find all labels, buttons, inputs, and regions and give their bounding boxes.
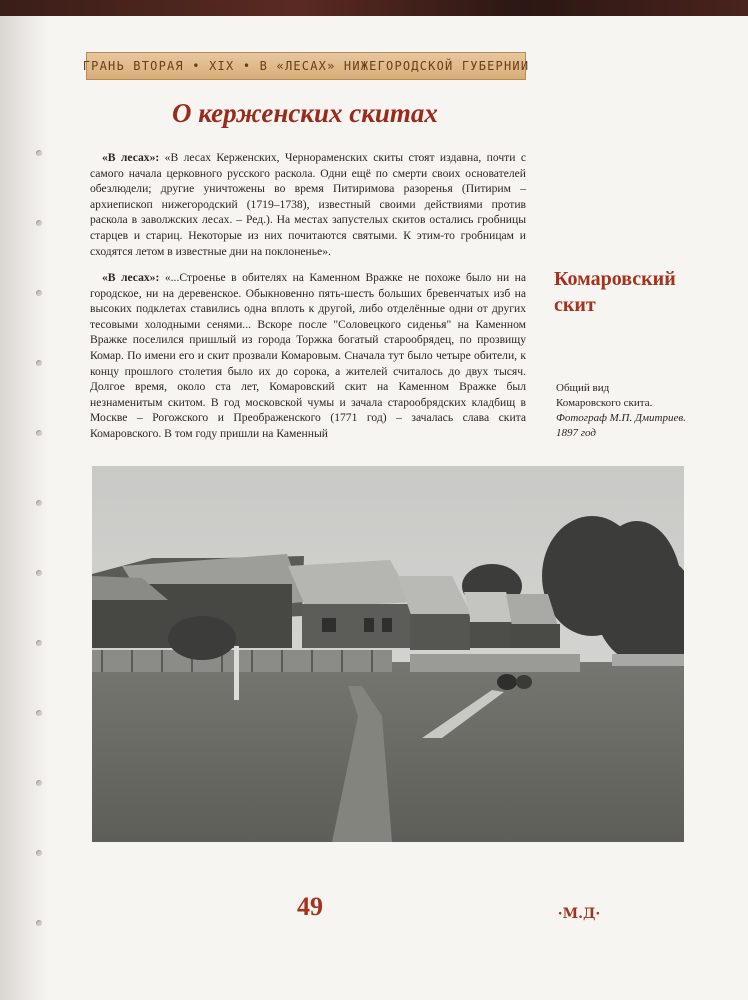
- binding-hole: [36, 220, 42, 226]
- paragraph-1-lead: «В лесах»:: [102, 151, 160, 164]
- binding-hole: [36, 570, 42, 576]
- binding-hole: [36, 780, 42, 786]
- binding-hole: [36, 150, 42, 156]
- binding-hole: [36, 360, 42, 366]
- publisher-logo-text: ·М.Д·: [557, 906, 601, 922]
- photo-year: 1897 год: [556, 427, 596, 439]
- paragraph-2-lead: «В лесах»:: [102, 271, 160, 284]
- historical-photo: [92, 466, 684, 842]
- binding-hole: [36, 500, 42, 506]
- paragraph-1-text: «В лесах Керженских, Чернораменских скиты стоят издавна, почти с самого начала церковного русского раскола. Одни ещё по смерти своих основателей обезлюдели; другие уничтожены во время Питиримова разоренья (Питирим – архиепископ нижегородский (1719–1738), известный своими действиями против раскола в заволжских лесах. – Ред.). На местах запустелых скитов остались гробницы старцев и стариц. Некоторые из них почитаются святыми. К этим-то гробницам и сходятся летом в известные дни на поклоненье».: [90, 151, 526, 258]
- village-photo-illustration: [92, 466, 684, 842]
- publisher-logo: [556, 900, 602, 924]
- section-banner-text: ГРАНЬ ВТОРАЯ • XIX • В «ЛЕСАХ» НИЖЕГОРОДСКОЙ ГУБЕРНИИ: [82, 59, 530, 73]
- page-number: 49: [297, 892, 323, 921]
- sidebar-title-line-1: Комаровский: [554, 268, 676, 290]
- binding-hole: [36, 850, 42, 856]
- caption-line-2: Комаровского скита.: [556, 397, 653, 409]
- binding-hole: [36, 710, 42, 716]
- binding-hole: [36, 640, 42, 646]
- caption-line-1: Общий вид: [556, 382, 610, 394]
- photo-credit: Фотограф М.П. Дмитриев.: [556, 412, 686, 424]
- sidebar-title: [554, 266, 704, 318]
- sidebar-title-line-2: скит: [554, 294, 596, 316]
- binding-hole: [36, 920, 42, 926]
- photo-caption: [556, 381, 706, 441]
- binding-hole: [36, 430, 42, 436]
- article-title: О керженских скитах: [172, 98, 438, 128]
- binding-holes: [36, 150, 46, 950]
- paragraph-2: [90, 270, 526, 442]
- paragraph-1: [90, 150, 526, 259]
- binding-hole: [36, 290, 42, 296]
- section-banner: [82, 52, 530, 80]
- paragraph-2-text: «...Строенье в обителях на Каменном Вражке не похоже было ни на городское, ни на деревенское. Обыкновенно пять-шесть больших бревенчатых изб на высоких подклетах ставились одна вплоть к другой, либо отделённые одни от других тесовыми холодными сенями... Вскоре после "Соловецкого сиденья" на Каменном Вражке поселился пришлый из города Торжка богатый старообрядец, по прозвищу Комар. По имени его и скит прозвали Комаровым. Сначала тут было четыре обители, к концу прошлого столетия было их до сорока, а жителей считалось до двух тысяч. Долгое время, около ста лет, Комаровский скит на Каменном Вражке был незнаменитым скитом. В год московской чумы и зачала старообрядских кладбищ в Москве – Рогожского и Преображенского (1771 год) – зачалась слава скита Комаровского. В том году пришли на Каменный: [90, 271, 527, 440]
